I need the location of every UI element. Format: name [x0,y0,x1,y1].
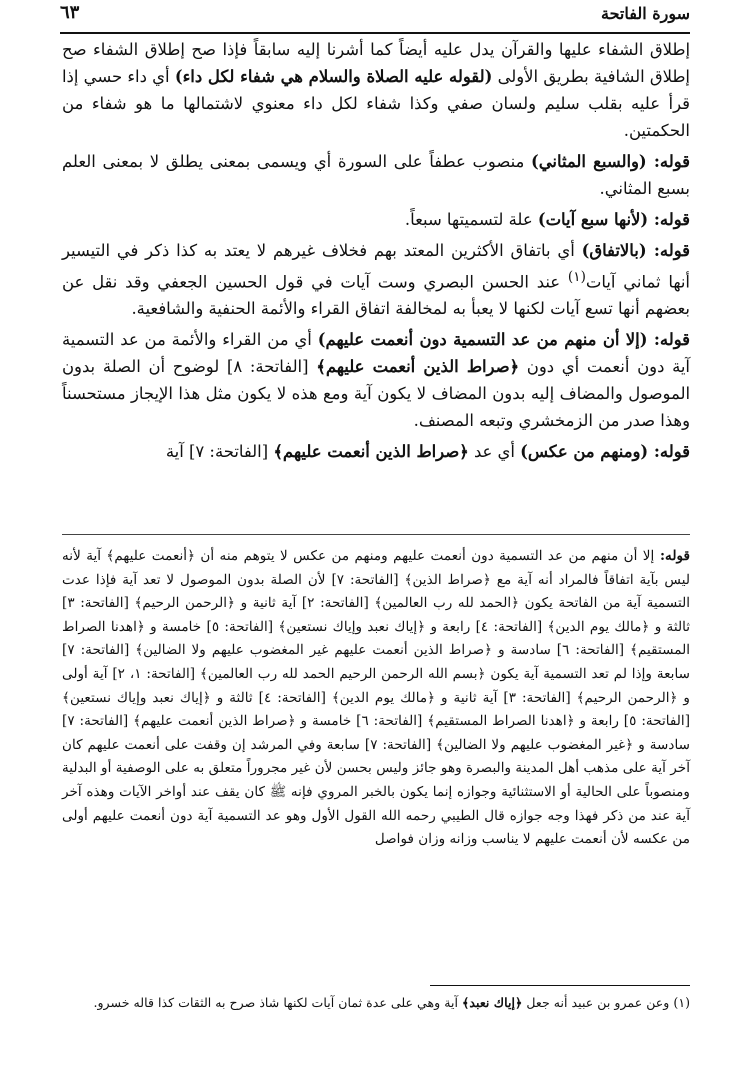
text-span: عند الحسن البصري وست آيات في قول الحسين الجعفي وقد نقل عن بعضهم أنها تسع آيات لكنها لا يعبأ به لمخالفة اتفاق القراء والأئمة الحنفية والشافعية. [62,272,690,319]
text-span: أي عد [468,442,521,462]
paragraph [62,326,690,434]
footnote-rule [430,985,690,986]
bold-span: ﴿إياك نعبد﴾ [462,995,523,1010]
paragraph [62,237,690,322]
text-span: أي باتفاق الأكثرين المعتد بهم فخلاف غيرهم لا يعتد به كذا ذكر في التيسير أنها ثماني آيات [62,241,690,292]
bold-span: ﴿صراط الذين أنعمت عليهم﴾ [316,357,520,377]
bold-span: قوله: [654,548,690,564]
text-span: أي داء حسي إذا قرأ عليه بقلب سليم ولسان صفي وكذا شفاء لكل داء معنوي لاشتمالها ما هو شفاء من الحكمتين. [62,67,690,140]
paragraph [62,206,690,233]
footnote [62,991,690,1015]
bold-span: قوله: (لأنها سبع آيات) [537,210,690,229]
text-span: آية وهي على عدة ثمان آيات لكنها شاذ صرح به الثقات كذا قاله خسرو. [93,995,463,1010]
section-divider [62,534,690,535]
text-span: (١) وعن عمرو بن عبيد أنه جعل [522,995,690,1010]
paragraph [62,438,690,465]
main-text [62,36,690,469]
bold-span: قوله: (إلا أن منهم من عد التسمية دون أنعمت عليهم) [317,330,690,350]
text-span: إطلاق الشفاء عليها والقرآن يدل عليه أيضاً كما أشرنا إليه سابقاً فإذا صح إطلاق الشفاء صح إطلاق الشافية بطريق الأولى [62,40,690,86]
text-span: [الفاتحة: ٧] آية [165,442,274,462]
commentary-text [62,545,690,852]
bold-span: قوله: (والسبع المثاني) [531,152,690,171]
text-span: إلا أن منهم من عد التسمية دون أنعمت عليهم ومنهم من عكس لا يتوهم منه أن ﴿أنعمت عليهم﴾ آية لأنه ليس بآية اتفاقاً فالمراد أنه آية مع ﴿صراط الذين﴾ [الفاتحة: ٧] لأن الصلة بدون الموصول لا تعد آية فإذا عدت التسمية آية من الفاتحة يكون ﴿الحمد لله رب العالمين﴾ [الفاتحة: ٢] آية ثانية و ﴿الرحمن الرحيم﴾ [الفاتحة: ٣] ثالثة و ﴿مالك يوم الدين﴾ [الفاتحة: ٤] رابعة و ﴿إياك نعبد وإياك نستعين﴾ [الفاتحة: ٥] خامسة و ﴿اهدنا الصراط المستقيم﴾ [الفاتحة: ٦] سادسة و ﴿صراط الذين أنعمت عليهم غير المغضوب عليهم ولا الضالين﴾ [الفاتحة: ٧] سابعة وإذا لم تعد التسمية آية يكون ﴿بسم الله الرحمن الرحيم الحمد لله رب العالمين﴾ [الفاتحة: ١، ٢] آية أولى و ﴿الرحمن الرحيم﴾ [الفاتحة: ٣] آية ثانية و ﴿مالك يوم الدين﴾ [الفاتحة: ٤] ثالثة و ﴿إياك نعبد وإياك نستعين﴾ [الفاتحة: ٥] رابعة و ﴿اهدنا الصراط المستقيم﴾ [الفاتحة: ٦] خامسة و ﴿صراط الذين أنعمت عليهم﴾ [الفاتحة: ٧] سادسة و ﴿غير المغضوب عليهم ولا الضالين﴾ [الفاتحة: ٧] سابعة وفي المرشد إن وقفت على أنعمت عليهم كان آخر آية على مذهب أهل المدينة والبصرة وهو جائز وليس بحسن لأن غير مجروراً متعلق به على الوصفية أو البدلية ومنصوباً على الحالية أو الاستثنائية وجوازه إنما يكون بالخبر المروي فإنه ﷺ كان يقف عند أواخر الآيات وهذه آخر آية عند من ذكر فهذا وجه جوازه قال الطيبي رحمه الله القول الأول وهو عد التسمية آية دون أنعمت عليهم أولى من عكسه لأن أنعمت عليهم لا يناسب وزانه وزان فواصل [62,548,691,848]
text-span: علة لتسميتها سبعاً. [404,210,538,229]
text-span: منصوب عطفاً على السورة أي ويسمى بمعنى يطلق لا بمعنى العلم بسبع المثاني. [62,152,690,198]
bold-span: (لقوله عليه الصلاة والسلام هي شفاء لكل داء) [174,67,493,86]
running-title: سورة الفاتحة [601,4,690,23]
text-span: أي من القراء والأئمة من عد التسمية آية دون أنعمت أي دون [62,330,690,377]
bold-span: ﴿صراط الذين أنعمت عليهم﴾ [273,442,469,462]
commentary-paragraph [62,545,690,852]
footnote-ref: (١) [567,269,586,285]
page-number: ٦٣ [60,2,80,23]
paragraph [62,148,690,202]
bold-span: قوله: (بالاتفاق) [581,241,691,260]
text-span: [الفاتحة: ٨] لوضوح أن الصلة بدون الموصول والمضاف إليه بدون المضاف لا يكون آية ومع هذه لا يكون مثل هذا الإيجاز مستحسناً وهذا صدر من الزمخشري وتبعه المصنف. [62,357,690,431]
bold-span: قوله: (ومنهم من عكس) [520,442,690,462]
page-header [60,2,690,34]
footnote-paragraph [62,991,690,1015]
paragraph [62,36,690,144]
